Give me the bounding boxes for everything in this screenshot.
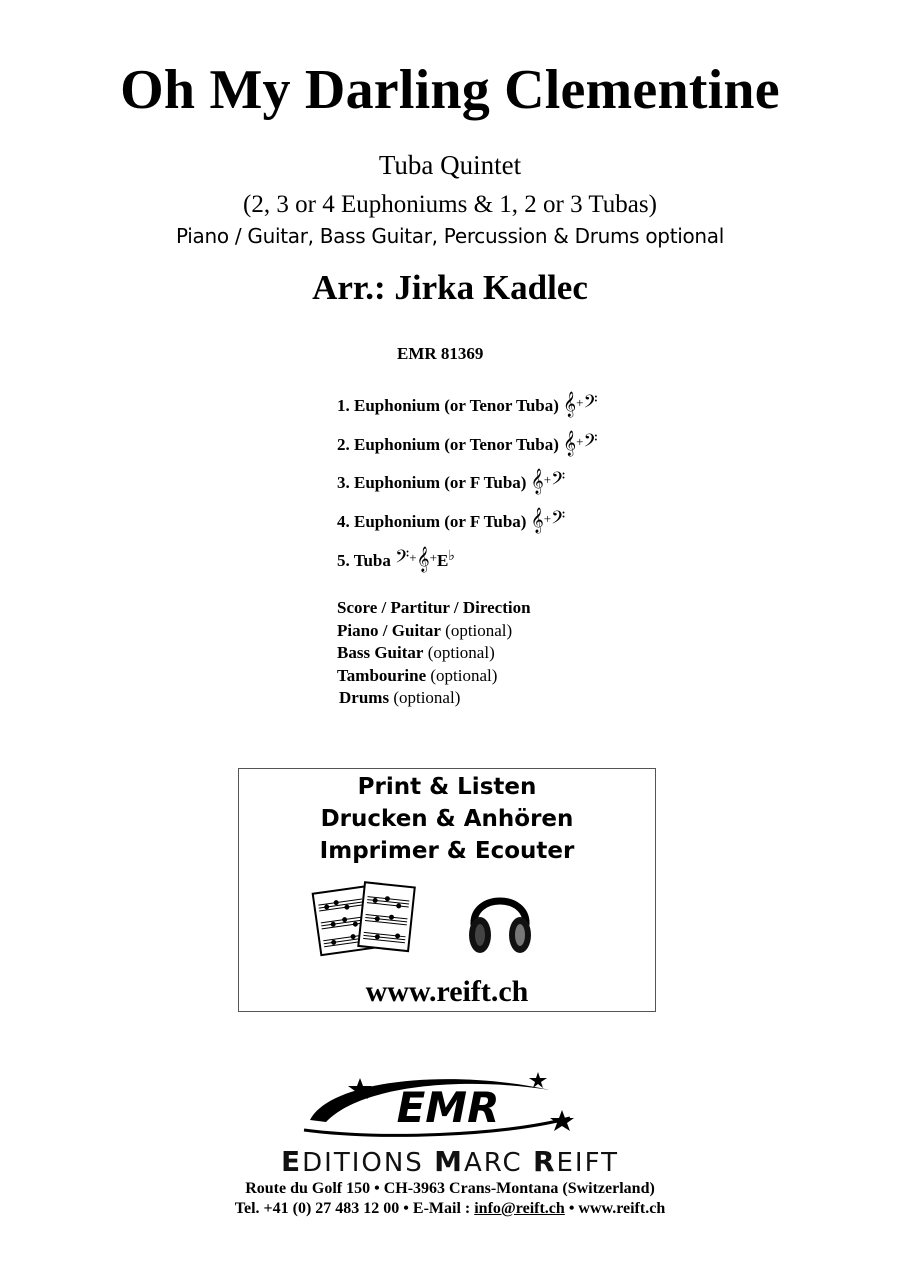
score-item-note: (optional) xyxy=(393,688,461,707)
score-item-label: Bass Guitar xyxy=(337,643,424,662)
website-link[interactable]: www.reift.ch xyxy=(365,975,529,1008)
bass-clef-icon: 𝄢 xyxy=(583,392,598,417)
catalog-number: EMR 81369 xyxy=(397,344,484,363)
key-label: E xyxy=(437,551,449,570)
part-label: 1. Euphonium (or Tenor Tuba) xyxy=(337,396,559,415)
bass-clef-icon: 𝄢 xyxy=(583,431,598,456)
part-label: 4. Euphonium (or F Tuba) xyxy=(337,512,527,531)
publisher-contact: Tel. +41 (0) 27 483 12 00 • E-Mail : info@reift.ch • www.reift.ch xyxy=(234,1200,666,1217)
part-5 xyxy=(337,547,455,572)
part-2 xyxy=(337,431,598,456)
plus-sign: + xyxy=(409,550,417,565)
sheet-music-icon xyxy=(309,877,424,957)
treble-clef-icon: 𝄞 xyxy=(416,547,430,572)
part-label: 3. Euphonium (or F Tuba) xyxy=(337,473,527,492)
star-icon xyxy=(550,1110,574,1131)
plus-sign: + xyxy=(543,472,552,487)
score-item xyxy=(337,621,512,641)
part-3 xyxy=(337,469,565,494)
score-item-label: Tambourine xyxy=(337,666,427,685)
treble-clef-icon: 𝄞 xyxy=(530,469,544,494)
score-item-label: Score / Partitur / Direction xyxy=(337,598,531,617)
treble-clef-icon: 𝄞 xyxy=(563,431,577,456)
headphones-icon xyxy=(464,879,536,959)
part-label: 2. Euphonium (or Tenor Tuba) xyxy=(337,435,559,454)
flat-sign: ♭ xyxy=(448,548,455,564)
bass-clef-icon: 𝄢 xyxy=(395,547,410,572)
publisher-address: Route du Golf 150 • CH-3963 Crans-Montana (Switzerland) xyxy=(245,1180,655,1197)
part-4 xyxy=(337,508,565,533)
promo-line-german: Drucken & Anhören xyxy=(320,806,574,832)
treble-clef-icon: 𝄞 xyxy=(563,392,577,417)
print-listen-box xyxy=(238,768,656,1012)
email-link[interactable]: info@reift.ch xyxy=(474,1200,565,1217)
plus-sign: + xyxy=(543,511,552,526)
plus-sign: + xyxy=(576,395,584,410)
bass-clef-icon: 𝄢 xyxy=(551,469,566,494)
arranger: Arr.: Jirka Kadlec xyxy=(312,268,588,307)
emr-logo xyxy=(300,1070,590,1145)
page-title: Oh My Darling Clementine xyxy=(120,59,780,121)
score-item-label: Drums xyxy=(339,688,390,707)
score-item xyxy=(337,666,497,686)
score-item-label: Piano / Guitar xyxy=(337,621,441,640)
score-item xyxy=(337,598,531,618)
score-item-note: (optional) xyxy=(430,666,498,685)
part-label: 5. Tuba xyxy=(337,551,391,570)
treble-clef-icon: 𝄞 xyxy=(530,508,544,533)
instrumentation: (2, 3 or 4 Euphoniums & 1, 2 or 3 Tubas) xyxy=(243,191,657,218)
logo-lettering: EMR xyxy=(396,1083,500,1132)
score-item xyxy=(339,688,460,708)
star-icon xyxy=(529,1072,547,1088)
score-item-note: (optional) xyxy=(427,643,495,662)
score-item-note: (optional) xyxy=(445,621,513,640)
part-1 xyxy=(337,392,598,417)
bass-clef-icon: 𝄢 xyxy=(551,508,566,533)
promo-line-french: Imprimer & Ecouter xyxy=(319,838,575,864)
subtitle: Tuba Quintet xyxy=(378,150,522,180)
plus-sign: + xyxy=(429,550,437,565)
promo-line-english: Print & Listen xyxy=(357,774,537,800)
publisher-name: EDITIONS MARC REIFT xyxy=(281,1145,619,1178)
plus-sign: + xyxy=(576,434,584,449)
score-item xyxy=(337,643,495,663)
optional-instruments: Piano / Guitar, Bass Guitar, Percussion & Drums optional xyxy=(175,224,725,248)
